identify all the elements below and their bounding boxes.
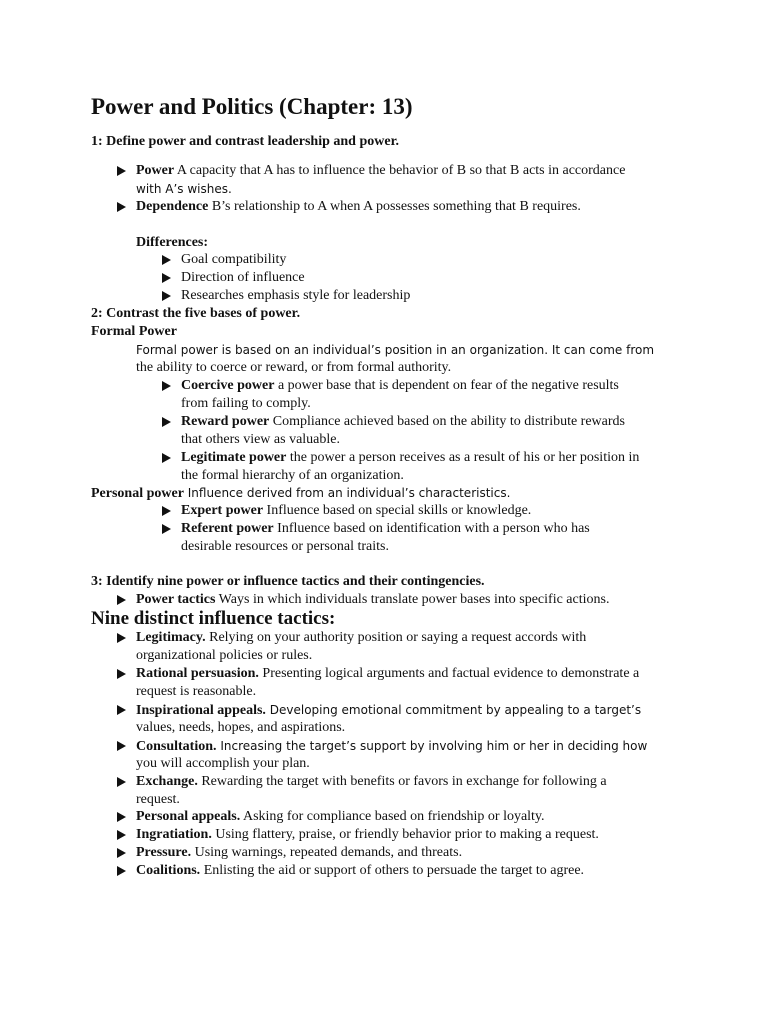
bullet-arrow-icon [162, 377, 176, 395]
coercive-power-definition: Coercive power a power base that is dependent on fear of the negative results [181, 378, 619, 393]
bullet-arrow-icon [162, 251, 176, 269]
bullet-arrow-icon [117, 665, 131, 683]
bullet-arrow-icon [117, 773, 131, 791]
bullet-arrow-icon [117, 591, 131, 609]
bullet-arrow-icon [162, 269, 176, 287]
formal-power-definition-cont: the ability to coerce or reward, or from formal authority. [136, 360, 452, 375]
tactic-legitimacy: Legitimacy. Relying on your authority position or saying a request accords with [136, 630, 587, 645]
power-tactics-definition: Power tactics Ways in which individuals translate power bases into specific actions. [136, 592, 610, 607]
referent-power-definition: Referent power Influence based on identification with a person who has [181, 521, 590, 536]
difference-item: Direction of influence [181, 270, 305, 285]
bullet-arrow-icon [162, 413, 176, 431]
referent-power-definition-cont: desirable resources or personal traits. [181, 539, 389, 554]
tactic-inspirational-appeals: Inspirational appeals. Developing emotional commitment by appealing to a target’s [136, 703, 642, 718]
tactic-consultation: Consultation. Increasing the target’s support by involving him or her in deciding how [136, 739, 648, 754]
tactic-ingratiation: Ingratiation. Using flattery, praise, or friendly behavior prior to making a request. [136, 827, 599, 842]
bullet-arrow-icon [117, 826, 131, 844]
formal-power-definition: Formal power is based on an individual’s position in an organization. It can come from [136, 343, 655, 357]
tactic-exchange-cont: request. [136, 792, 180, 807]
bullet-arrow-icon [117, 629, 131, 647]
page-title: Power and Politics (Chapter: 13) [91, 94, 413, 119]
power-definition: Power A capacity that A has to influence the behavior of B so that B acts in accordance [136, 163, 626, 178]
difference-item: Researches emphasis style for leadership [181, 288, 411, 303]
legitimate-power-definition: Legitimate power the power a person receives as a result of his or her position in [181, 450, 640, 465]
nine-tactics-heading: Nine distinct influence tactics: [91, 608, 336, 629]
tactic-inspirational-appeals-cont: values, needs, hopes, and aspirations. [136, 720, 346, 735]
difference-item: Goal compatibility [181, 252, 287, 267]
expert-power-definition: Expert power Influence based on special skills or knowledge. [181, 503, 532, 518]
tactic-legitimacy-cont: organizational policies or rules. [136, 648, 313, 663]
tactic-rational-persuasion-cont: request is reasonable. [136, 684, 257, 699]
legitimate-power-definition-cont: the formal hierarchy of an organization. [181, 468, 404, 483]
tactic-consultation-cont: you will accomplish your plan. [136, 756, 310, 771]
power-definition-cont: with A’s wishes. [136, 182, 232, 196]
differences-heading: Differences: [136, 235, 209, 250]
bullet-arrow-icon [117, 808, 131, 826]
tactic-rational-persuasion: Rational persuasion. Presenting logical arguments and factual evidence to demonstrate a [136, 666, 640, 681]
bullet-arrow-icon [162, 287, 176, 305]
bullet-arrow-icon [117, 862, 131, 880]
personal-power-definition: Personal power Influence derived from an individual’s characteristics. [91, 486, 511, 501]
reward-power-definition: Reward power Compliance achieved based on the ability to distribute rewards [181, 414, 625, 429]
reward-power-definition-cont: that others view as valuable. [181, 432, 341, 447]
bullet-arrow-icon [117, 162, 131, 180]
tactic-coalitions: Coalitions. Enlisting the aid or support of others to persuade the target to agree. [136, 863, 585, 878]
bullet-arrow-icon [117, 701, 131, 719]
section-2-heading: 2: Contrast the five bases of power. [91, 306, 301, 321]
bullet-arrow-icon [162, 520, 176, 538]
section-3-heading: 3: Identify nine power or influence tactics and their contingencies. [91, 574, 485, 589]
dependence-definition: Dependence B’s relationship to A when A possesses something that B requires. [136, 199, 581, 214]
bullet-arrow-icon [117, 198, 131, 216]
section-1-heading: 1: Define power and contrast leadership and power. [91, 134, 400, 149]
tactic-exchange: Exchange. Rewarding the target with benefits or favors in exchange for following a [136, 774, 607, 789]
coercive-power-definition-cont: from failing to comply. [181, 396, 311, 411]
bullet-arrow-icon [117, 844, 131, 862]
bullet-arrow-icon [162, 449, 176, 467]
formal-power-heading: Formal Power [91, 324, 177, 339]
tactic-personal-appeals: Personal appeals. Asking for compliance based on friendship or loyalty. [136, 809, 545, 824]
bullet-arrow-icon [117, 737, 131, 755]
tactic-pressure: Pressure. Using warnings, repeated demands, and threats. [136, 845, 463, 860]
bullet-arrow-icon [162, 502, 176, 520]
